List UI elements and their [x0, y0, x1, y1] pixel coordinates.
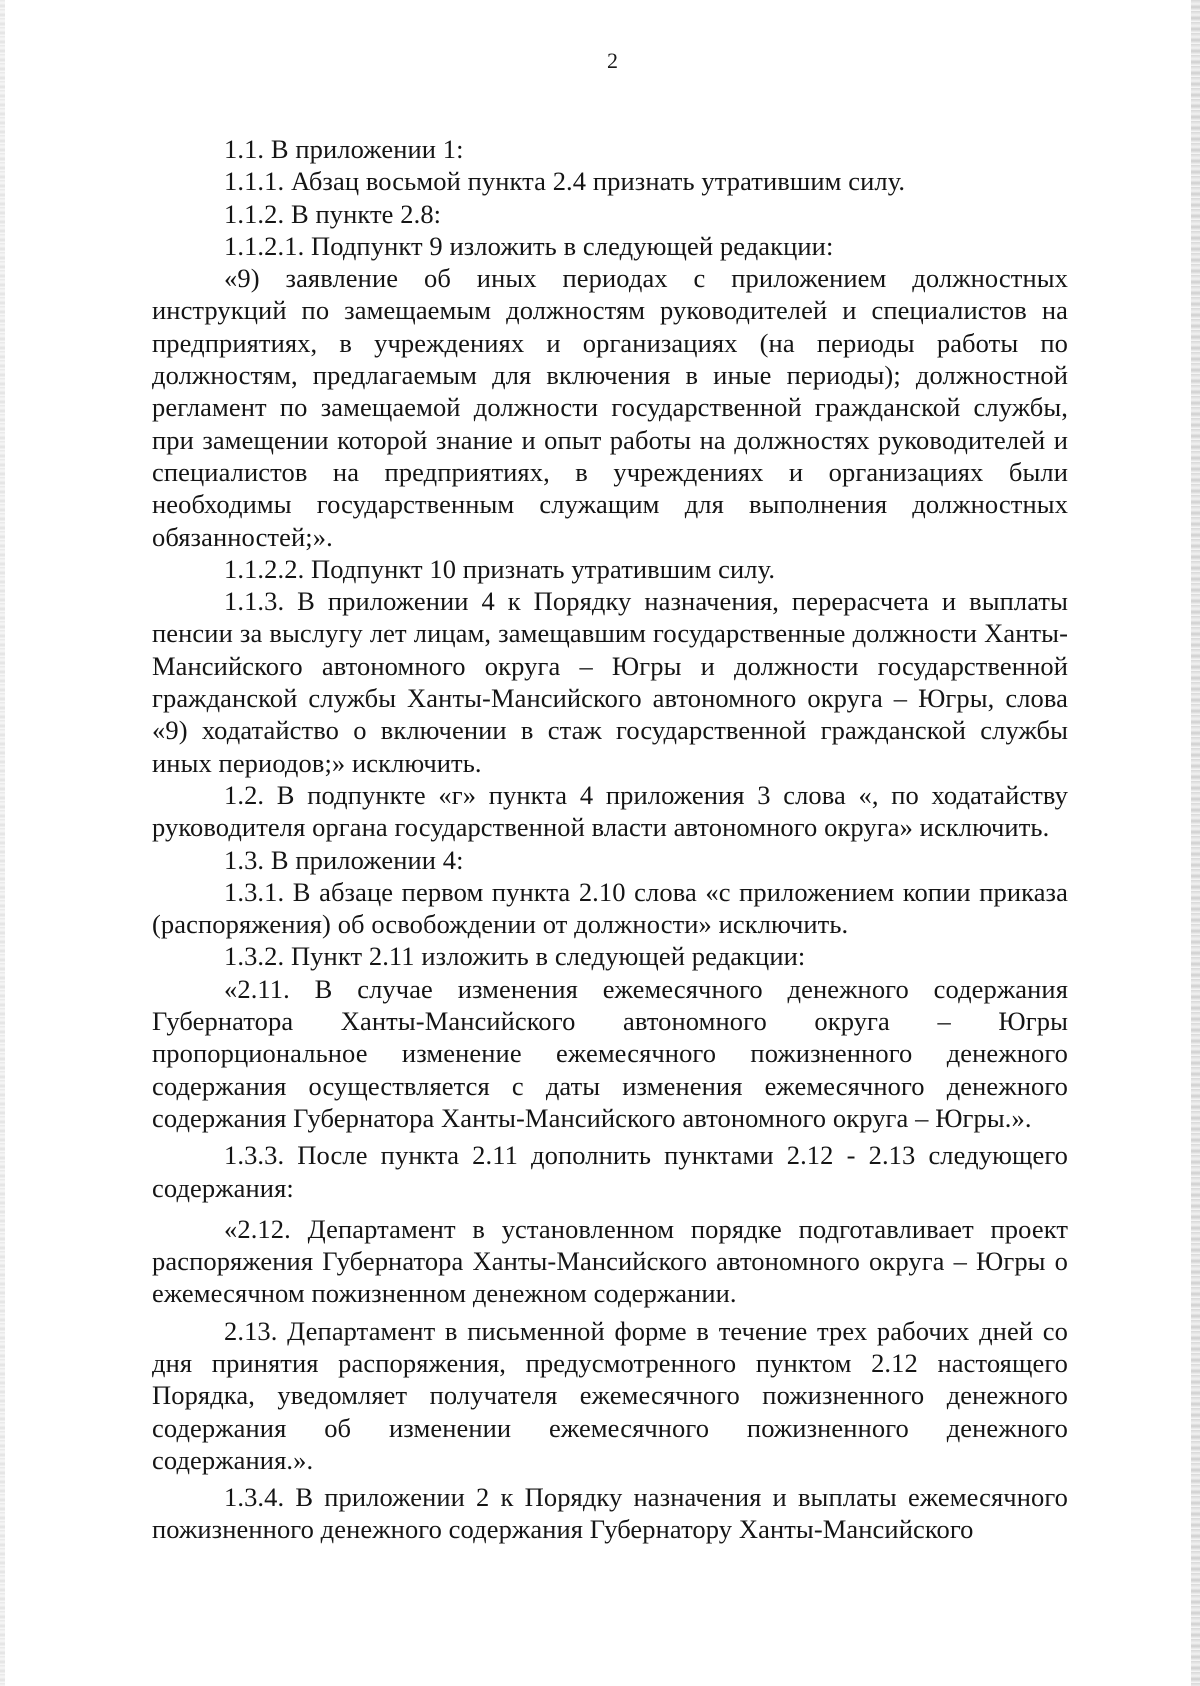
- paragraph: 1.1. В приложении 1:: [224, 134, 464, 164]
- paragraph: «2.12. Департамент в установленном порядке подготавливает проект распоряжения Губернатора Ханты-Мансийского автономного округа – Югры о ежемесячном пожизненном денежном содержании.: [152, 1213, 1068, 1309]
- paragraph: 1.3. В приложении 4:: [224, 844, 464, 875]
- scan-edge-right: [1191, 0, 1200, 1686]
- page-number: 2: [607, 48, 618, 73]
- scan-edge-left: [0, 0, 5, 1686]
- paragraph: 1.1.3. В приложении 4 к Порядку назначения, перерасчета и выплаты пенсии за выслугу лет лицам, замещавшим государственные должности Ханты-Мансийского автономного округа – Югры и должности государственной гражданской службы Ханты-Мансийского автономного округа – Югры, слова «9) ходатайство о включении в стаж государственной гражданской службы иных периодов;» исключить.: [152, 586, 1068, 778]
- paragraph: 1.3.4. В приложении 2 к Порядку назначения и выплаты ежемесячного пожизненного денежного содержания Губернатору Ханты-Мансийского: [152, 1482, 1068, 1545]
- paragraph: 2.13. Департамент в письменной форме в течение трех рабочих дней со дня принятия распоряжения, предусмотренного пунктом 2.12 настоящего Порядка, уведомляет получателя ежемесячного пожизненного денежного содержания об изменении ежемесячного пожизненного денежного содержания.».: [152, 1315, 1068, 1475]
- paragraph: 1.3.3. После пункта 2.11 дополнить пунктами 2.12 - 2.13 следующего содержания:: [152, 1140, 1068, 1203]
- document-body: [152, 133, 1068, 1546]
- paragraph: 1.3.2. Пункт 2.11 изложить в следующей редакции:: [224, 941, 806, 972]
- paragraph: 1.3.1. В абзаце первом пункта 2.10 слова «с приложением копии приказа (распоряжения) об освобождении от должности» исключить.: [152, 876, 1068, 940]
- paragraph: 1.1.2. В пункте 2.8:: [224, 198, 442, 229]
- paragraph: «2.11. В случае изменения ежемесячного денежного содержания Губернатора Ханты-Мансийского автономного округа – Югры пропорциональное изменение ежемесячного пожизненного денежного содержания осуществляется с даты изменения ежемесячного денежного содержания Губернатора Ханты-Мансийского автономного округа – Югры.».: [152, 973, 1068, 1133]
- paragraph: 1.1.2.2. Подпункт 10 признать утратившим силу.: [224, 553, 776, 584]
- paragraph: 1.1.1. Абзац восьмой пункта 2.4 признать утратившим силу.: [224, 166, 906, 197]
- paragraph: 1.1.2.1. Подпункт 9 изложить в следующей редакции:: [224, 230, 834, 261]
- paragraph: «9) заявление об иных периодах с приложением должностных инструкций по замещаемым должностям руководителей и специалистов на предприятиях, в учреждениях и организациях (на периоды работы по должностям, предлагаемым для включения в иные периоды); должностной регламент по замещаемой должности государственной гражданской службы, при замещении которой знание и опыт работы на должностях руководителей и специалистов на предприятиях, в учреждениях и организациях были необходимы государственным служащим для выполнения должностных обязанностей;».: [152, 263, 1068, 552]
- paragraph: 1.2. В подпункте «г» пункта 4 приложения 3 слова «, по ходатайству руководителя органа государственной власти автономного округа» исключить.: [152, 779, 1068, 843]
